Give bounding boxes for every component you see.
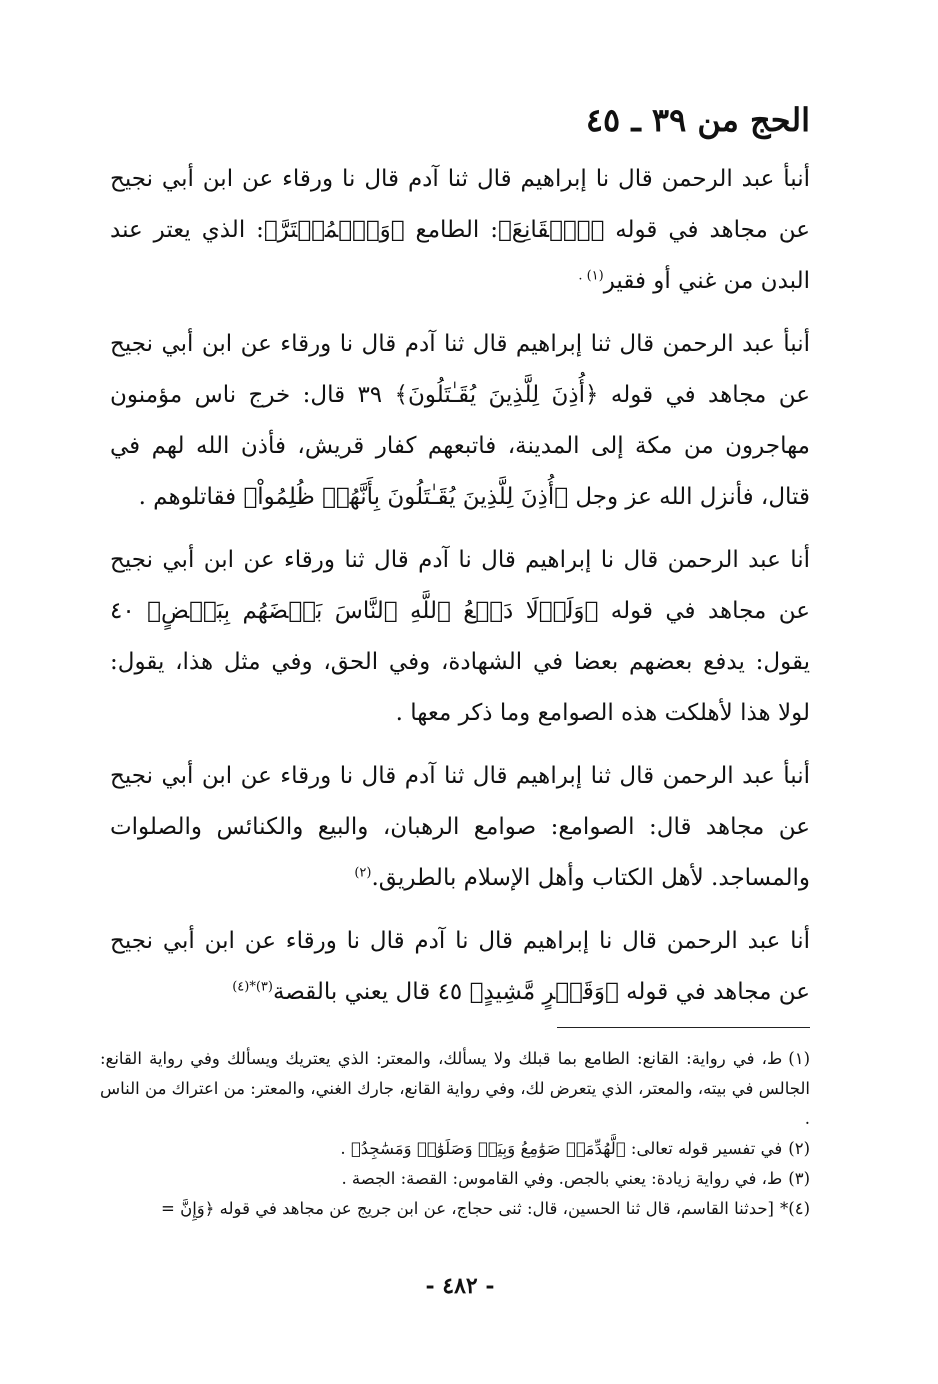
footnote-divider xyxy=(557,1027,810,1028)
footnote-ref-3-4: (٣)*(٤) xyxy=(232,979,273,995)
paragraph-5 xyxy=(110,916,810,1018)
paragraph-2: أنبأ عبد الرحمن قال ثنا إبراهيم قال ثنا آدم قال نا ورقاء عن ابن أبي نجيح عن مجاهد في قوله ﴿أُذِنَ لِلَّذِينَ يُقَـٰتَلُونَ﴾ ٣٩ قال: خرج ناس مؤمنون مهاجرون من مكة إلى المدينة، فاتبعهم كفار قريش، فأذن الله لهم في قتال، فأنزل الله عز وجل ﴿أُذِنَ لِلَّذِينَ يُقَـٰتَلُونَ بِأَنَّهُمۡ ظُلِمُواْ﴾ فقاتلوهم . xyxy=(110,331,810,510)
footnote-text: ط، في رواية: القانع: الطامع بما قبلك ولا يسألك، والمعتر: الذي يعتريك ويسألك وفي رواية القانع: الجالس في بيته، والمعتر، الذي يتعرض لك، وفي رواية القانع، جارك الغني، والمعتر: من اعتراك من الناس . xyxy=(100,1049,810,1128)
footnotes xyxy=(100,1044,810,1224)
footnote-ref-1: (١) . xyxy=(578,268,604,284)
document-page xyxy=(100,92,810,1384)
footnote-2 xyxy=(100,1134,810,1164)
footnote-ref-2: (٢) xyxy=(354,865,372,881)
footnote-text: في تفسير قوله تعالى: ﴿لَّهُدِّمَتۡ صَوَٰمِعُ وَبِيَعٞ وَصَلَوَٰتٞ وَمَسَٰجِدُ﴾ . xyxy=(340,1139,783,1158)
footnote-number: (٢) xyxy=(788,1139,810,1158)
paragraph-4-text: أنبأ عبد الرحمن قال ثنا إبراهيم قال ثنا آدم قال نا ورقاء عن ابن أبي نجيح عن مجاهد قال: الصوامع: صوامع الرهبان، والبيع والكنائس والصلوات والمساجد. لأهل الكتاب وأهل الإسلام بالطريق. xyxy=(110,763,810,891)
paragraph-1-text: أنبأ عبد الرحمن قال نا إبراهيم قال ثنا آدم قال نا ورقاء عن ابن أبي نجيح عن مجاهد في قوله ﴿ٱلۡقَانِعَ﴾: الطامع ﴿وَٱلۡمُعۡتَرَّ﴾: الذي يعتر عند البدن من غني أو فقير xyxy=(110,166,810,294)
footnote-text: [حدثنا القاسم، قال ثنا الحسين، قال: ثنى حجاج، عن ابن جريج عن مجاهد في قوله ﴿وَإِنَّ = xyxy=(161,1199,774,1218)
footnote-number: (٤)* xyxy=(780,1199,810,1218)
page-number: - ٤٨٢ - xyxy=(425,1273,495,1299)
footnote-text: ط، في رواية زيادة: يعني بالجص. وفي القاموس: القصة: الجصة . xyxy=(341,1169,783,1188)
paragraph-3: أنا عبد الرحمن قال نا إبراهيم قال نا آدم قال ثنا ورقاء عن ابن أبي نجيح عن مجاهد في قوله ﴿وَلَوۡلَا دَفۡعُ ٱللَّهِ ٱلنَّاسَ بَعۡضَهُم بِبَعۡضٍ﴾ ٤٠ يقول: يدفع بعضهم بعضا في الشهادة، وفي الحق، وفي مثل هذا، يقول: لولا هذا لأهلكت هذه الصوامع وما ذكر معها . xyxy=(110,547,810,726)
footnote-4 xyxy=(100,1194,810,1224)
footnote-number: (٣) xyxy=(788,1169,810,1188)
footnote-3 xyxy=(100,1164,810,1194)
paragraph-4 xyxy=(110,751,810,904)
footnote-1 xyxy=(100,1044,810,1134)
paragraph-1 xyxy=(110,154,810,307)
running-head: الحج من ٣٩ ـ ٤٥ xyxy=(585,101,810,139)
footnote-number: (١) xyxy=(788,1049,810,1068)
paragraph-5-text: أنا عبد الرحمن قال نا إبراهيم قال نا آدم قال نا ورقاء عن ابن أبي نجيح عن مجاهد في قوله ﴿وَقَصۡرٍ مَّشِيدٍ﴾ ٤٥ قال يعني بالقصة xyxy=(110,928,810,1005)
